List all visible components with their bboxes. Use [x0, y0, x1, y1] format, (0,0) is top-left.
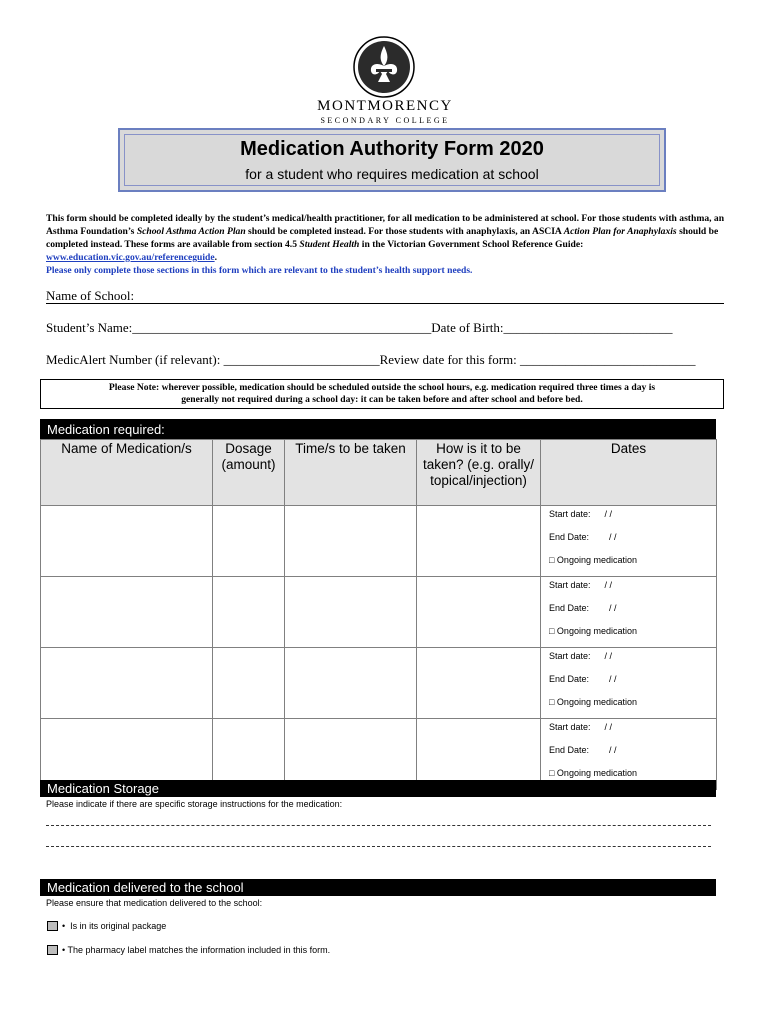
times-cell[interactable] — [285, 719, 417, 790]
school-name-label: Name of School: — [46, 288, 135, 303]
col-times: Time/s to be taken — [285, 440, 417, 506]
storage-answer-line[interactable] — [46, 825, 711, 826]
dates-cell[interactable]: Start date: / / End Date: / / □ Ongoing medication — [541, 719, 717, 790]
student-name-dob-field[interactable]: Student’s Name:______________________________________________Date of Birth:__________________________ — [46, 320, 673, 335]
times-cell[interactable] — [285, 506, 417, 577]
pharmacy-label-checkbox[interactable] — [47, 945, 58, 955]
dosage-cell[interactable] — [213, 506, 285, 577]
form-subtitle: for a student who requires medication at school — [245, 166, 539, 182]
reference-guide-link[interactable]: www.education.vic.gov.au/referenceguide — [46, 252, 215, 263]
pharmacy-label-label: • The pharmacy label matches the information included in this form. — [62, 945, 331, 955]
table-row — [41, 719, 717, 790]
org-name: MONTMORENCY — [317, 98, 453, 114]
table-row — [41, 506, 717, 577]
ongoing-medication-checkbox[interactable]: □ Ongoing medication — [549, 768, 637, 778]
relevant-sections-note: Please only complete those sections in this form which are relevant to the student’s health support needs. — [46, 265, 473, 276]
storage-instruction: Please indicate if there are specific storage instructions for the medication: — [46, 799, 343, 809]
medicalert-review-field[interactable]: MedicAlert Number (if relevant): ________________________Review date for this form: ___________________________ — [46, 352, 696, 367]
col-how-taken: How is it to be taken? (e.g. orally/ topical/injection) — [417, 440, 541, 506]
dates-cell[interactable]: Start date: / / End Date: / / □ Ongoing medication — [541, 648, 717, 719]
medication-delivered-heading: Medication delivered to the school — [40, 879, 716, 896]
medication-storage-heading: Medication Storage — [40, 780, 716, 797]
ongoing-medication-checkbox[interactable]: □ Ongoing medication — [549, 626, 637, 636]
original-package-label: • Is in its original package — [62, 921, 167, 931]
ongoing-medication-checkbox[interactable]: □ Ongoing medication — [549, 697, 637, 707]
please-note-box: Please Note: wherever possible, medication should be scheduled outside the school hours, e.g. medication required three times a day is generally not required during a school day: it can be taken before and after school and before bed. — [40, 379, 724, 409]
medication-required-heading: Medication required: — [40, 419, 716, 439]
dates-cell[interactable]: Start date: / / End Date: / / □ Ongoing medication — [541, 577, 717, 648]
dosage-cell[interactable] — [213, 719, 285, 790]
col-name-of-medication: Name of Medication/s — [41, 440, 213, 506]
table-row — [41, 577, 717, 648]
intro-paragraph: This form should be completed ideally by the student’s medical/health practitioner, for all medication to be administered at school. For those students with asthma, an Asthma Foundation’s School Asthma Action Plan should be completed instead. For those students with anaphylaxis, an ASCIA Action Plan for Anaphylaxis should be completed instead. These forms are available from section 4.5 Student Health in the Victorian Government School Reference Guide: www.education.vic.gov.au/referenceguide. Please only complete those sections in this form which are relevant to the student’s health support needs. — [46, 213, 725, 276]
times-cell[interactable] — [285, 648, 417, 719]
org-subtitle: SECONDARY COLLEGE — [320, 116, 450, 125]
storage-answer-line[interactable] — [46, 846, 711, 847]
how-taken-cell[interactable] — [417, 577, 541, 648]
college-crest-logo — [353, 36, 415, 98]
times-cell[interactable] — [285, 577, 417, 648]
form-title: Medication Authority Form 2020 — [240, 138, 544, 160]
col-dates: Dates — [541, 440, 717, 506]
delivered-instruction: Please ensure that medication delivered to the school: — [46, 898, 263, 908]
ongoing-medication-checkbox[interactable]: □ Ongoing medication — [549, 555, 637, 565]
dosage-cell[interactable] — [213, 648, 285, 719]
how-taken-cell[interactable] — [417, 506, 541, 577]
medication-name-cell[interactable] — [41, 506, 213, 577]
how-taken-cell[interactable] — [417, 719, 541, 790]
medication-name-cell[interactable] — [41, 648, 213, 719]
medication-table — [40, 439, 717, 790]
title-box — [118, 128, 666, 192]
col-dosage: Dosage (amount) — [213, 440, 285, 506]
table-row — [41, 648, 717, 719]
school-name-line[interactable] — [46, 303, 724, 304]
dosage-cell[interactable] — [213, 577, 285, 648]
dates-cell[interactable]: Start date: / / End Date: / / □ Ongoing medication — [541, 506, 717, 577]
medication-name-cell[interactable] — [41, 577, 213, 648]
medication-name-cell[interactable] — [41, 719, 213, 790]
original-package-checkbox[interactable] — [47, 921, 58, 931]
how-taken-cell[interactable] — [417, 648, 541, 719]
